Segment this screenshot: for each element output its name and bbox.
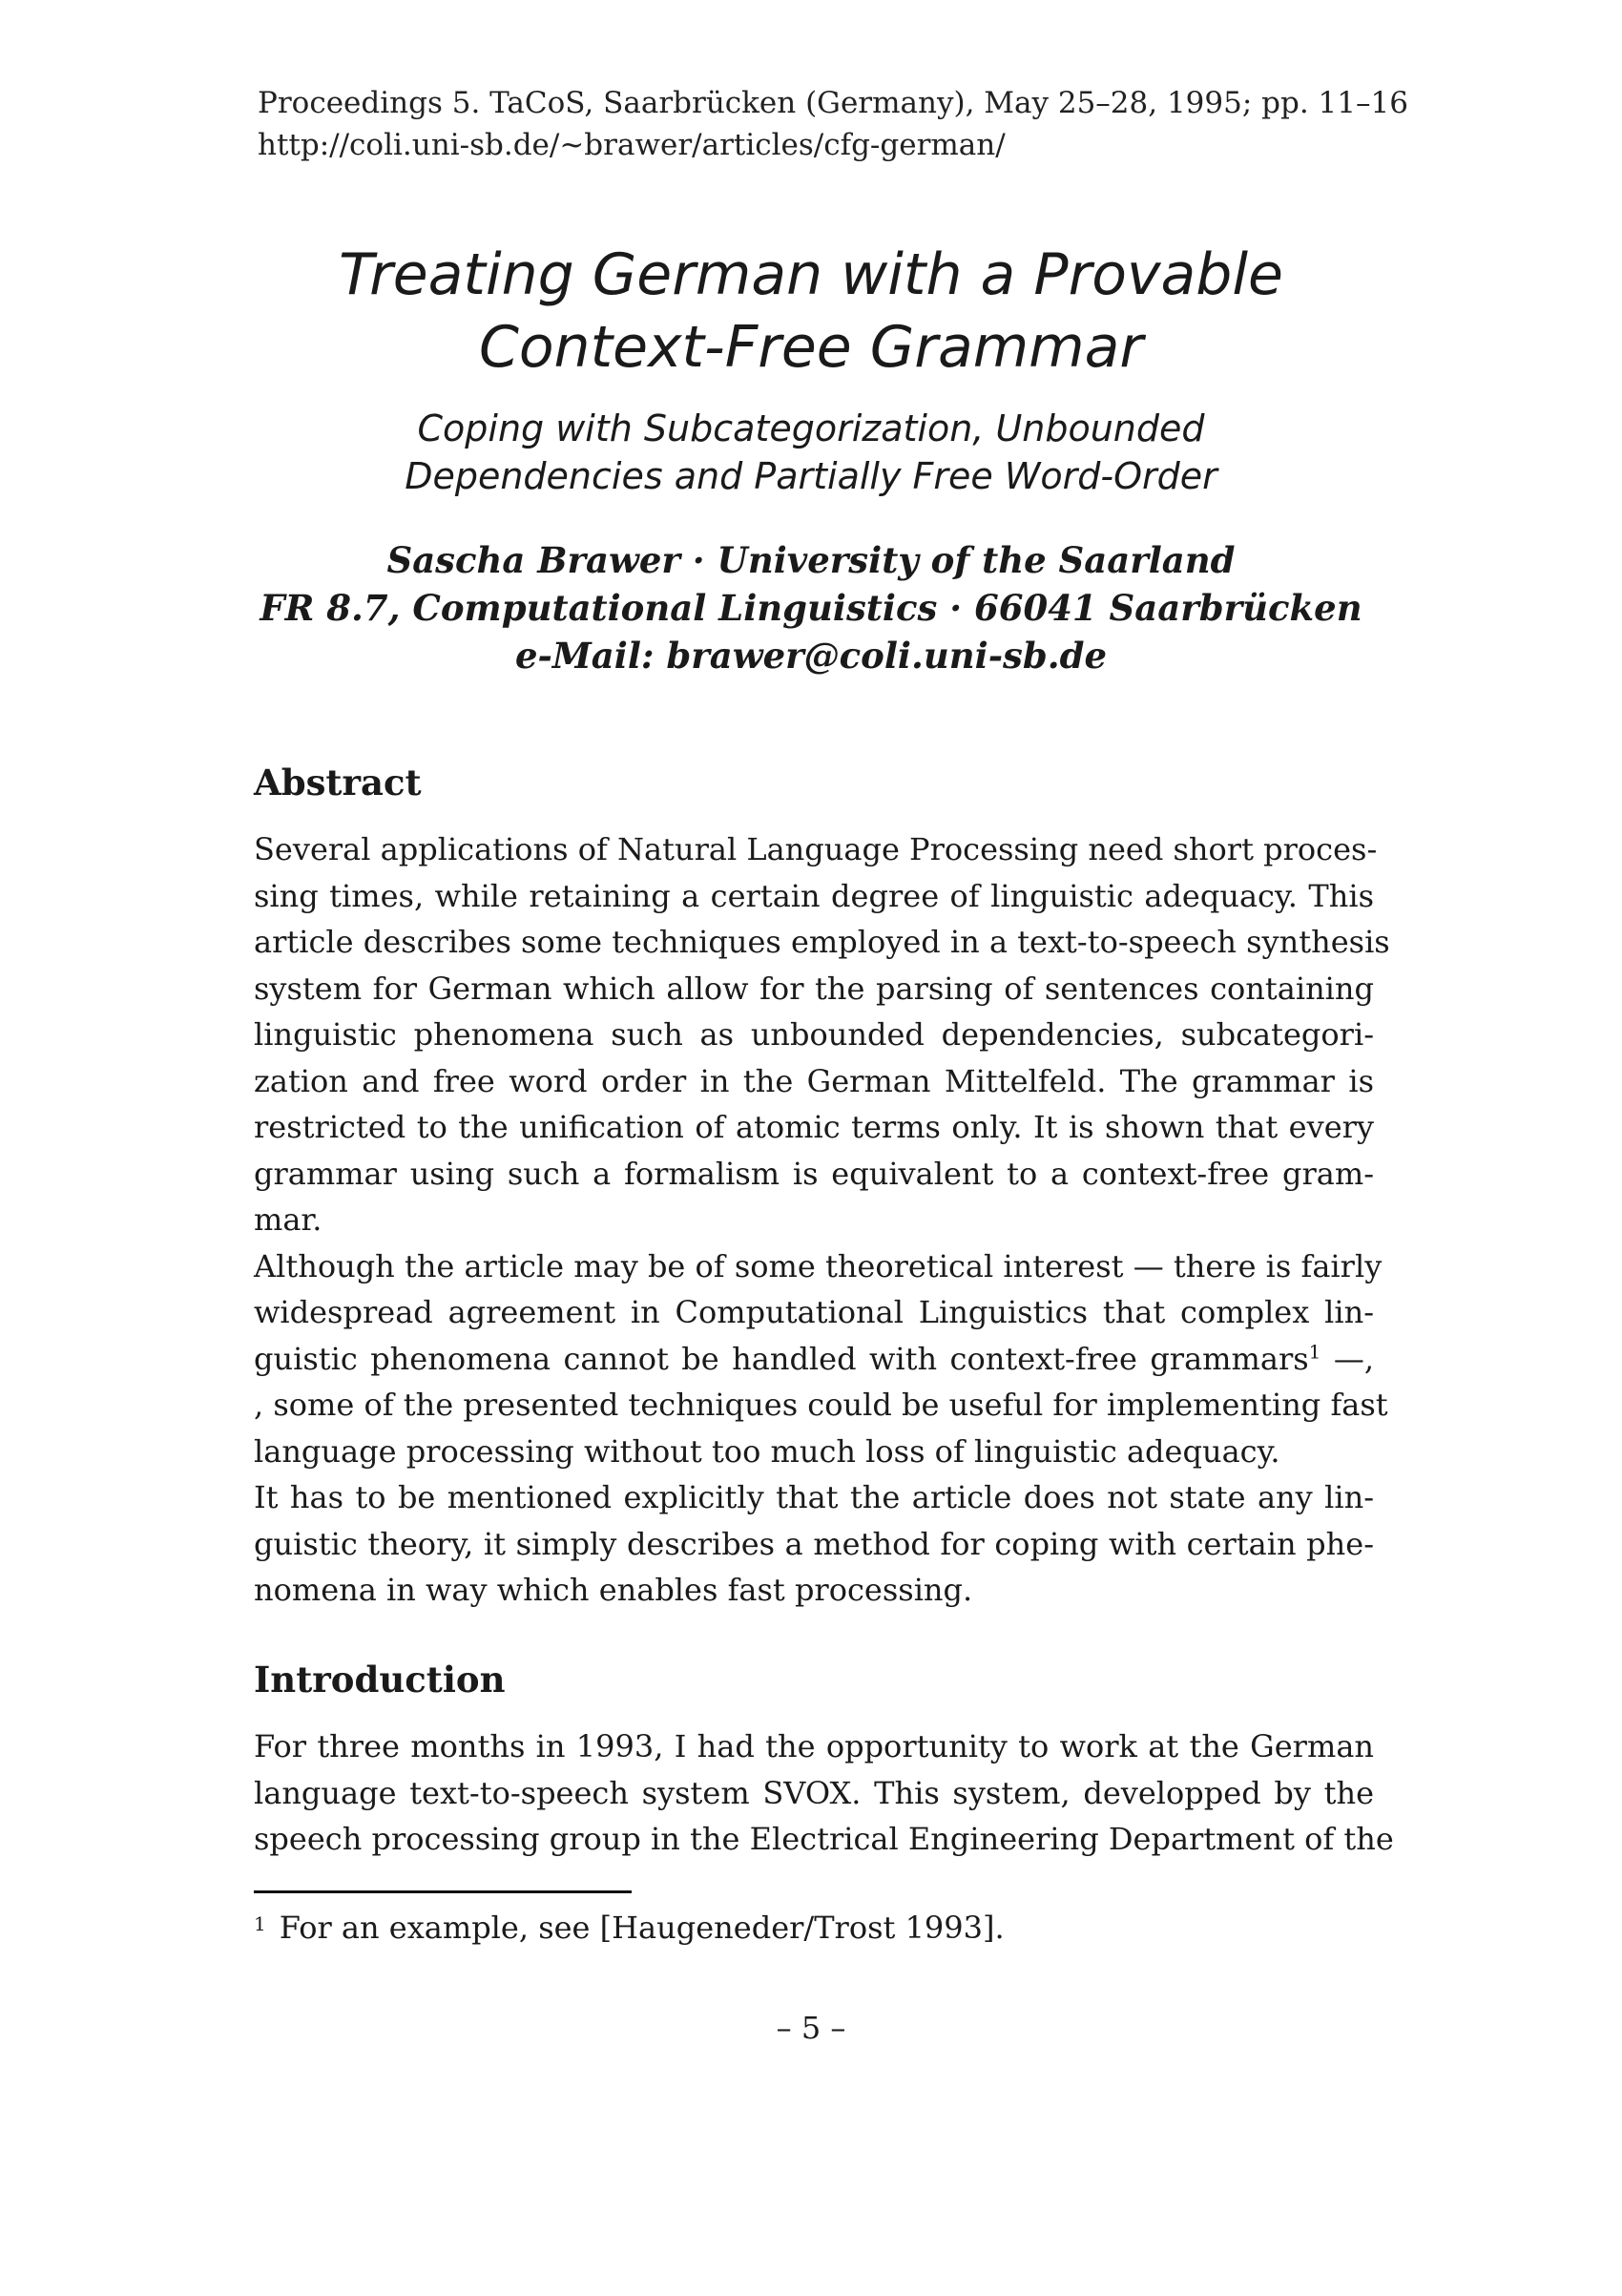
- introduction-body: [254, 1723, 1394, 1863]
- abstract-body: [254, 826, 1390, 1614]
- title-line-1: Treating German with a Provable: [339, 241, 1283, 308]
- subtitle-line-1: Coping with Subcategorization, Unbounded: [417, 407, 1205, 449]
- abstract-paragraph-1: [254, 826, 1390, 1243]
- abstract-p1-line: zation and free word order in the German Mittelfeld. The grammar is: [254, 1062, 1374, 1099]
- abstract-p2-line: language processing without too much loss of linguistic adequacy.: [254, 1432, 1280, 1470]
- introduction-paragraph-1: [254, 1723, 1394, 1863]
- abstract-paragraph-2: [254, 1243, 1388, 1475]
- intro-p1-line: speech processing group in the Electrical Engineering Department of the: [254, 1821, 1394, 1857]
- footnote-reference[interactable]: 1: [1308, 1339, 1321, 1363]
- proceedings-header: [258, 82, 1408, 166]
- abstract-p2-line-4: [254, 1382, 1388, 1429]
- abstract-p3-line: nomena in way which enables fast processing.: [254, 1572, 973, 1608]
- abstract-p3-line: It has to be mentioned explicitly that the article does not state any lin-: [254, 1479, 1374, 1515]
- abstract-p1-line: sing times, while retaining a certain degree of linguistic adequacy. This: [254, 877, 1374, 914]
- footnote-text: For an example, see [Haugeneder/Trost 1993].: [279, 1910, 1005, 1946]
- abstract-p2-line-text: some of the presented techniques could be useful for implementing fast: [273, 1387, 1388, 1423]
- paper-title: [0, 239, 1622, 384]
- footnote-number: 1: [254, 1912, 266, 1935]
- header-citation: Proceedings 5. TaCoS, Saarbrücken (Germany), May 25–28, 1995; pp. 11–16: [258, 86, 1408, 120]
- abstract-p3-line: guistic theory, it simply describes a method for coping with certain phe-: [254, 1525, 1374, 1562]
- paper-subtitle: [0, 405, 1622, 500]
- footnote-1: [254, 1905, 1005, 1951]
- intro-p1-line: For three months in 1993, I had the opportunity to work at the German: [254, 1728, 1374, 1764]
- abstract-p2-line-with-footnote: [254, 1336, 1374, 1383]
- title-line-2: Context-Free Grammar: [478, 314, 1144, 381]
- abstract-p2-line: Although the article may be of some theoretical interest — there is fairly: [254, 1247, 1383, 1284]
- abstract-p2-line: widespread agreement in Computational Linguistics that complex lin-: [254, 1294, 1374, 1330]
- abstract-paragraph-3: [254, 1474, 1374, 1614]
- abstract-p2-line-text: guistic phenomena cannot be handled with context-free grammars: [254, 1340, 1309, 1377]
- author-email[interactable]: e-Mail: brawer@coli.uni-sb.de: [514, 635, 1108, 677]
- dash-after-footnote: —,: [1320, 1340, 1375, 1377]
- subtitle-line-2: Dependencies and Partially Free Word-Order: [405, 455, 1217, 497]
- page-number: – 5 –: [776, 2010, 846, 2046]
- abstract-p1-line: Several applications of Natural Language Processing need short proces-: [254, 831, 1378, 867]
- abstract-p1-line: mar.: [254, 1201, 322, 1238]
- introduction-heading: Introduction: [254, 1659, 506, 1701]
- leading-comma: ,: [254, 1387, 264, 1423]
- header-url[interactable]: http://coli.uni-sb.de/~brawer/articles/cfg-german/: [258, 128, 1006, 162]
- author-block: [0, 536, 1622, 679]
- intro-p1-line: language text-to-speech system SVOX. This system, developped by the: [254, 1774, 1374, 1811]
- abstract-p1-line: linguistic phenomena such as unbounded dependencies, subcategori-: [254, 1016, 1374, 1053]
- abstract-p1-line: grammar using such a formalism is equivalent to a context-free gram-: [254, 1155, 1374, 1192]
- abstract-p1-line: article describes some techniques employed in a text-to-speech synthesis: [254, 924, 1390, 960]
- author-line-1: Sascha Brawer · University of the Saarland: [386, 539, 1236, 581]
- footnote-separator: [254, 1890, 632, 1893]
- abstract-p1-line: system for German which allow for the parsing of sentences containing: [254, 970, 1374, 1007]
- author-line-2: FR 8.7, Computational Linguistics · 66041 Saarbrücken: [260, 587, 1362, 629]
- abstract-p1-line: restricted to the unification of atomic terms only. It is shown that every: [254, 1109, 1374, 1145]
- title-block: [0, 239, 1622, 679]
- abstract-heading: Abstract: [254, 762, 422, 804]
